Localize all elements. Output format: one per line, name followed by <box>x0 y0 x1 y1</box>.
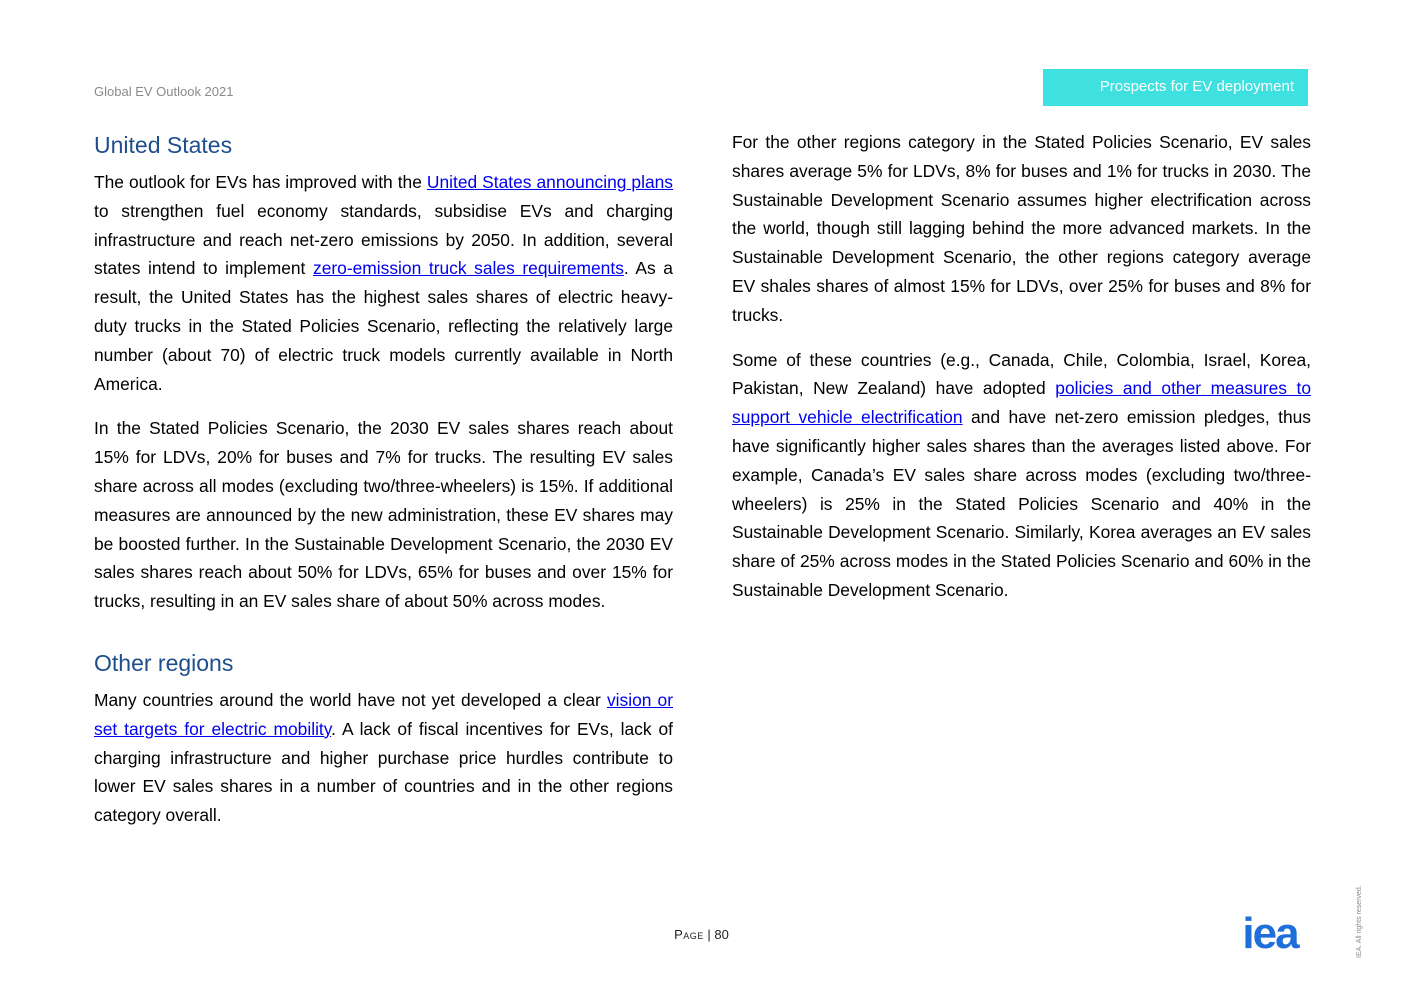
page-number <box>640 927 763 942</box>
other-p1-text-2: . A lack of fiscal incentives for EVs, lack of charging infrastructure and higher purchase price hurdles contribute to lower EV sales shares in a number of countries and in the other regions category overall. <box>94 718 673 826</box>
right-p2-text-2: and have net-zero emission pledges, thus have significantly higher sales shares than the averages listed above. For example, Canada’s EV sales share across modes (excluding two/three-wheelers) is 25% in the Stated Policies Scenario and 40% in the Sustainable Development Scenario. Similarly, Korea averages an EV sales share of 25% across modes in the Stated Policies Scenario and 60% in the Sustainable Development Scenario. <box>732 407 1311 600</box>
document-title: Global EV Outlook 2021 <box>94 84 234 99</box>
right-column <box>732 128 1311 621</box>
right-paragraph-2 <box>732 346 1311 605</box>
section-heading-united-states: United States <box>94 132 233 158</box>
section-heading-other-regions: Other regions <box>94 649 234 676</box>
link-us-announcing-plans[interactable]: United States announcing plans <box>426 172 673 192</box>
right-p2-text-1: Some of these countries (e.g., Canada, Chile, Colombia, Israel, Korea, Pakistan, New Zealand) have adopted <box>732 349 1311 399</box>
chapter-tab <box>1043 69 1308 106</box>
link-policies-measures[interactable]: policies and other measures to support vehicle electrification <box>732 378 1311 428</box>
link-vision-targets[interactable]: vision or set targets for electric mobility <box>94 689 673 739</box>
other-paragraph-1 <box>94 686 673 830</box>
page-separator: | <box>703 927 715 942</box>
rights-notice: IEA. All rights reserved. <box>1356 885 1363 958</box>
link-zero-emission-truck[interactable]: zero-emission truck sales requirements <box>313 258 624 279</box>
us-p1-text-2: to strengthen fuel economy standards, subsidise EVs and charging infrastructure and reach net-zero emissions by 2050. In addition, several states intend to implement <box>94 200 673 279</box>
us-p1-text-3: . As a result, the United States has the highest sales shares of electric heavy-duty trucks in the Stated Policies Scenario, reflecting the relatively large number (about 70) of electric truck models currently available in North America. <box>94 258 673 394</box>
us-p1-text-1: The outlook for EVs has improved with the <box>94 172 427 192</box>
iea-logo-text: iea <box>1242 914 1298 954</box>
right-paragraph-1: For the other regions category in the Stated Policies Scenario, EV sales shares average 5% for LDVs, 8% for buses and 1% for trucks in 2030. The Sustainable Development Scenario assumes higher electrification across the world, though still lagging behind the more advanced markets. In the Sustainable Development Scenario, the other regions category average EV shales shares of almost 15% for LDVs, over 25% for buses and 8% for trucks. <box>732 132 1311 325</box>
page-number-value: 80 <box>714 927 729 942</box>
other-p1-text-1: Many countries around the world have not yet developed a clear <box>94 689 607 710</box>
iea-logo-icon <box>1230 914 1310 954</box>
us-paragraph-2: In the Stated Policies Scenario, the 2030 EV sales shares reach about 15% for LDVs, 20% for buses and 7% for trucks. The resulting EV sales share across all modes (excluding two/three-wheelers) is 15%. If additional measures are announced by the new administration, these EV shares may be boosted further. In the Sustainable Development Scenario, the 2030 EV sales shares reach about 50% for LDVs, 65% for buses and over 15% for trucks, resulting in an EV sales share of about 50% across modes. <box>94 418 673 612</box>
us-paragraph-1 <box>94 168 673 398</box>
page-label: Page <box>674 927 704 942</box>
chapter-tab-label: Prospects for EV deployment <box>1099 78 1294 95</box>
left-column <box>94 128 673 846</box>
